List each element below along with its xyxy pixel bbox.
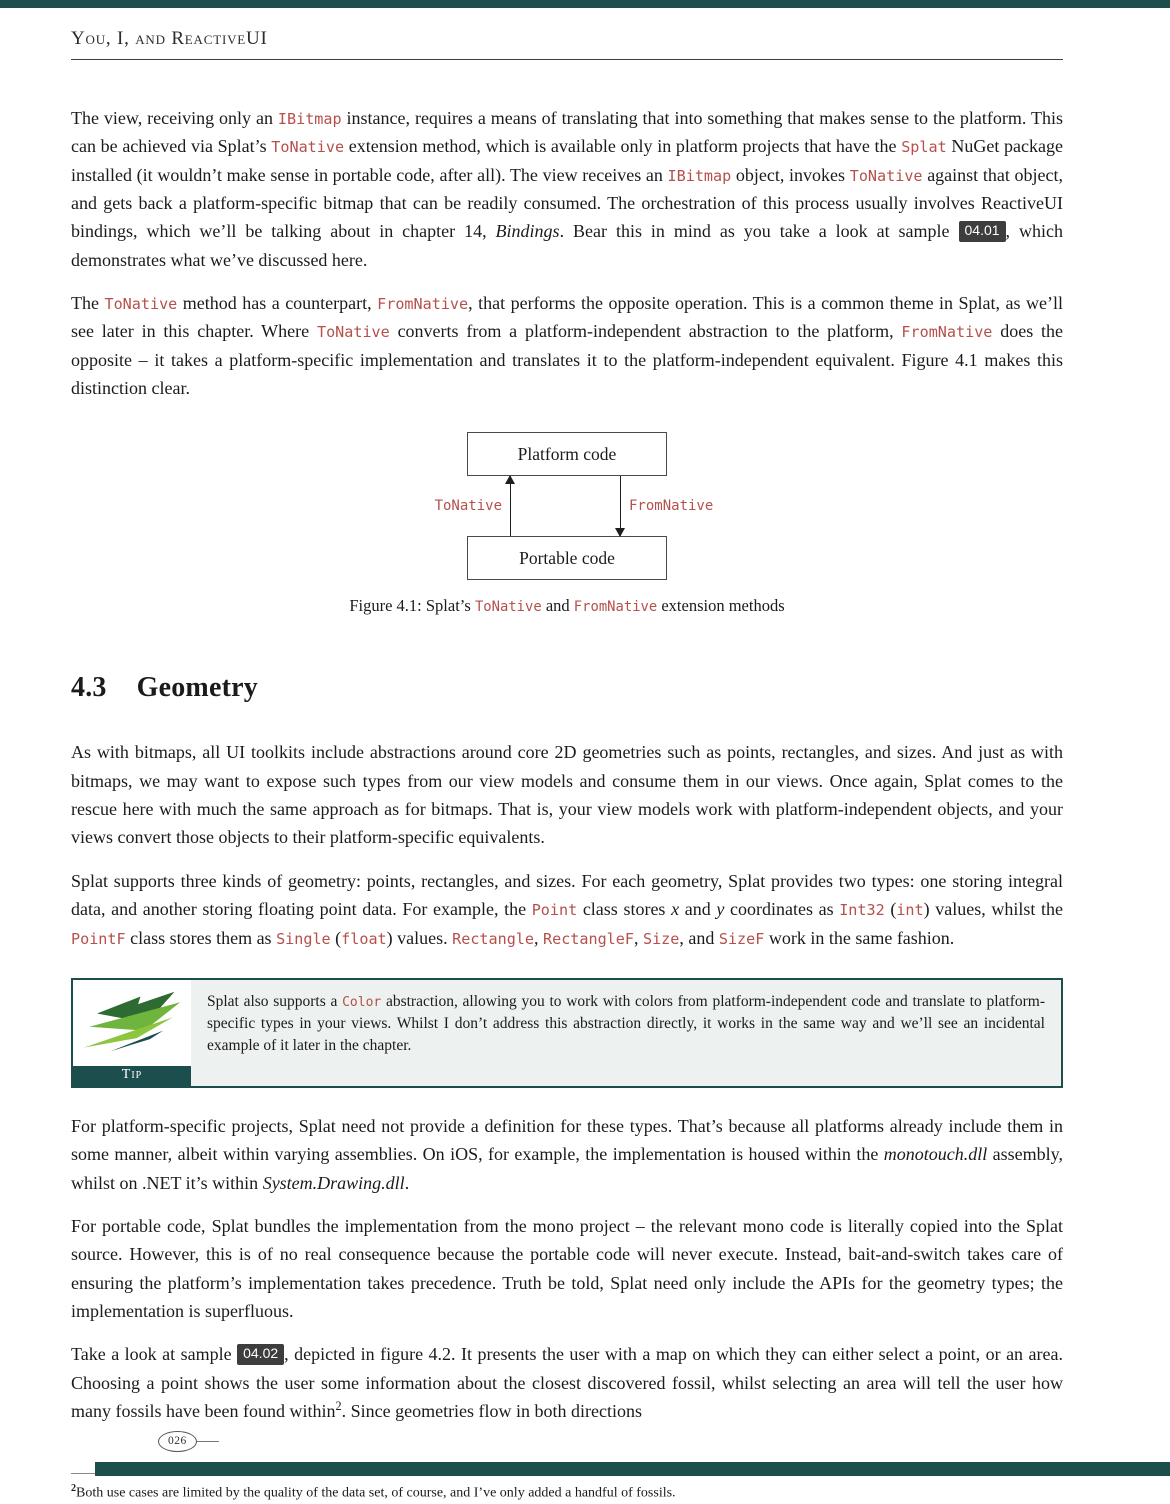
platform-code-box: Platform code xyxy=(467,432,667,476)
footnote-marker: 2 xyxy=(71,1483,77,1495)
paragraph-6: For portable code, Splat bundles the implementation from the mono project – the relevant mono code is literally copied into the Splat source. However, this is of no real consequence because the portable code will never execute. Instead, bait-and-switch takes care of ensuring the platform’s implementation takes precedence. Truth be told, Splat need only include the APIs for the geometry types; the implementation is superfluous. xyxy=(71,1215,1063,1321)
tonative-arrow-label: ToNative xyxy=(434,498,502,515)
figure-caption: Figure 4.1: Splat’s ToNative and FromNative extension methods xyxy=(349,596,785,616)
paragraph-2: The ToNative method has a counterpart, FromNative, that performs the opposite operation. This is a common theme in Splat, as we’ll see later in this chapter. Where ToNative converts from a platform-independent abstraction to the platform, FromNative does the opposite – it takes a platform-specific implementation and translates it to the platform-independent equivalent. Figure 4.1 makes this distinction clear. xyxy=(71,293,1064,399)
section-number: 4.3 xyxy=(71,672,107,704)
figure-diagram xyxy=(434,432,714,580)
tonative-up-arrow xyxy=(510,476,511,536)
paragraph-7: Take a look at sample 04.02 , depicted in figure 4.2. It presents the user with a map on which they can either select a point, or an area. Choosing a point shows the user some information about the closest discovered fossil, whilst selecting an area will tell the user how many fossils have been found within$^2$. Since geometries flow in both directions xyxy=(71,1344,1064,1421)
tip-icon-panel xyxy=(73,980,191,1086)
running-header xyxy=(71,0,1063,60)
paragraph-5: For platform-specific projects, Splat need not provide a definition for these types. That’s because all platforms already include them in some manner, albeit within varying assemblies. On iOS, for example, the implementation is housed within the monotouch.dll assembly, whilst on .NET it’s within System.Drawing.dll. xyxy=(71,1115,1063,1193)
portable-code-box: Portable code xyxy=(467,536,667,580)
page-number-badge: 026 xyxy=(158,1431,197,1452)
paragraph-4: Splat supports three kinds of geometry: points, rectangles, and sizes. For each geometry, Splat provides two types: one storing integral data, and another storing floating point data. For example, the Point class stores x and y coordinates as Int32 (int) values, whilst the PointF class stores them as Single (float) values. Rectangle, RectangleF, Size, and SizeF work in the same fashion. xyxy=(71,870,1063,948)
tip-callout xyxy=(71,978,1063,1088)
section-heading xyxy=(71,672,1063,704)
footnote xyxy=(71,1473,1063,1503)
paragraph-3: As with bitmaps, all UI toolkits include abstractions around core 2D geometries such as points, rectangles, and sizes. And just as with bitmaps, we may want to expose such types from our view models and consume them in our views. Once again, Splat comes to the rescue here with much the same approach as for bitmaps. That is, your view models work with platform-independent objects, and your views convert those objects to their platform-specific equivalents. xyxy=(71,742,1063,848)
page-number-rule xyxy=(197,1441,219,1442)
header-rule xyxy=(71,59,1063,60)
footnote-body: Both use cases are limited by the quality of the data set, of course, and I’ve only added a handful of fossils. xyxy=(76,1485,676,1501)
tip-text: Splat also supports a Color abstraction, allowing you to work with colors from platform-independent code and translate to platform-specific types in your views. Whilst I don’t address this abstraction directly, it works in the same way and we’ll see an incidental example of it later in the chapter. xyxy=(207,992,1045,1054)
running-header-title: You, I, and ReactiveUI xyxy=(71,28,268,49)
section-title: Geometry xyxy=(136,672,258,704)
tip-splat-icon xyxy=(73,980,191,1066)
top-accent-bar xyxy=(0,0,1170,8)
fromnative-down-arrow xyxy=(620,476,621,536)
tip-label: Tip xyxy=(73,1066,191,1086)
figure-arrows xyxy=(434,476,714,536)
fromnative-arrow-label: FromNative xyxy=(629,498,714,515)
footnote-text xyxy=(71,1482,1063,1503)
figure-4-1 xyxy=(71,432,1063,616)
page-number-row xyxy=(158,1431,219,1452)
paragraph-1: The view, receiving only an IBitmap instance, requires a means of translating that into something that makes sense to the platform. This can be achieved via Splat’s ToNative extension method, which is available only in platform projects that have the Splat NuGet package installed (it wouldn’t make sense in portable code, after all). The view receives an IBitmap object, invokes ToNative against that object, and gets back a platform-specific bitmap that can be readily consumed. The orchestration of this process usually involves ReactiveUI bindings, which we’ll be talking about in chapter 14, Bindings. Bear this in mind as you take a look at sample 04.01 , which demonstrates what we’ve discussed here. xyxy=(71,108,1064,270)
bottom-accent-bar xyxy=(95,1462,1170,1476)
